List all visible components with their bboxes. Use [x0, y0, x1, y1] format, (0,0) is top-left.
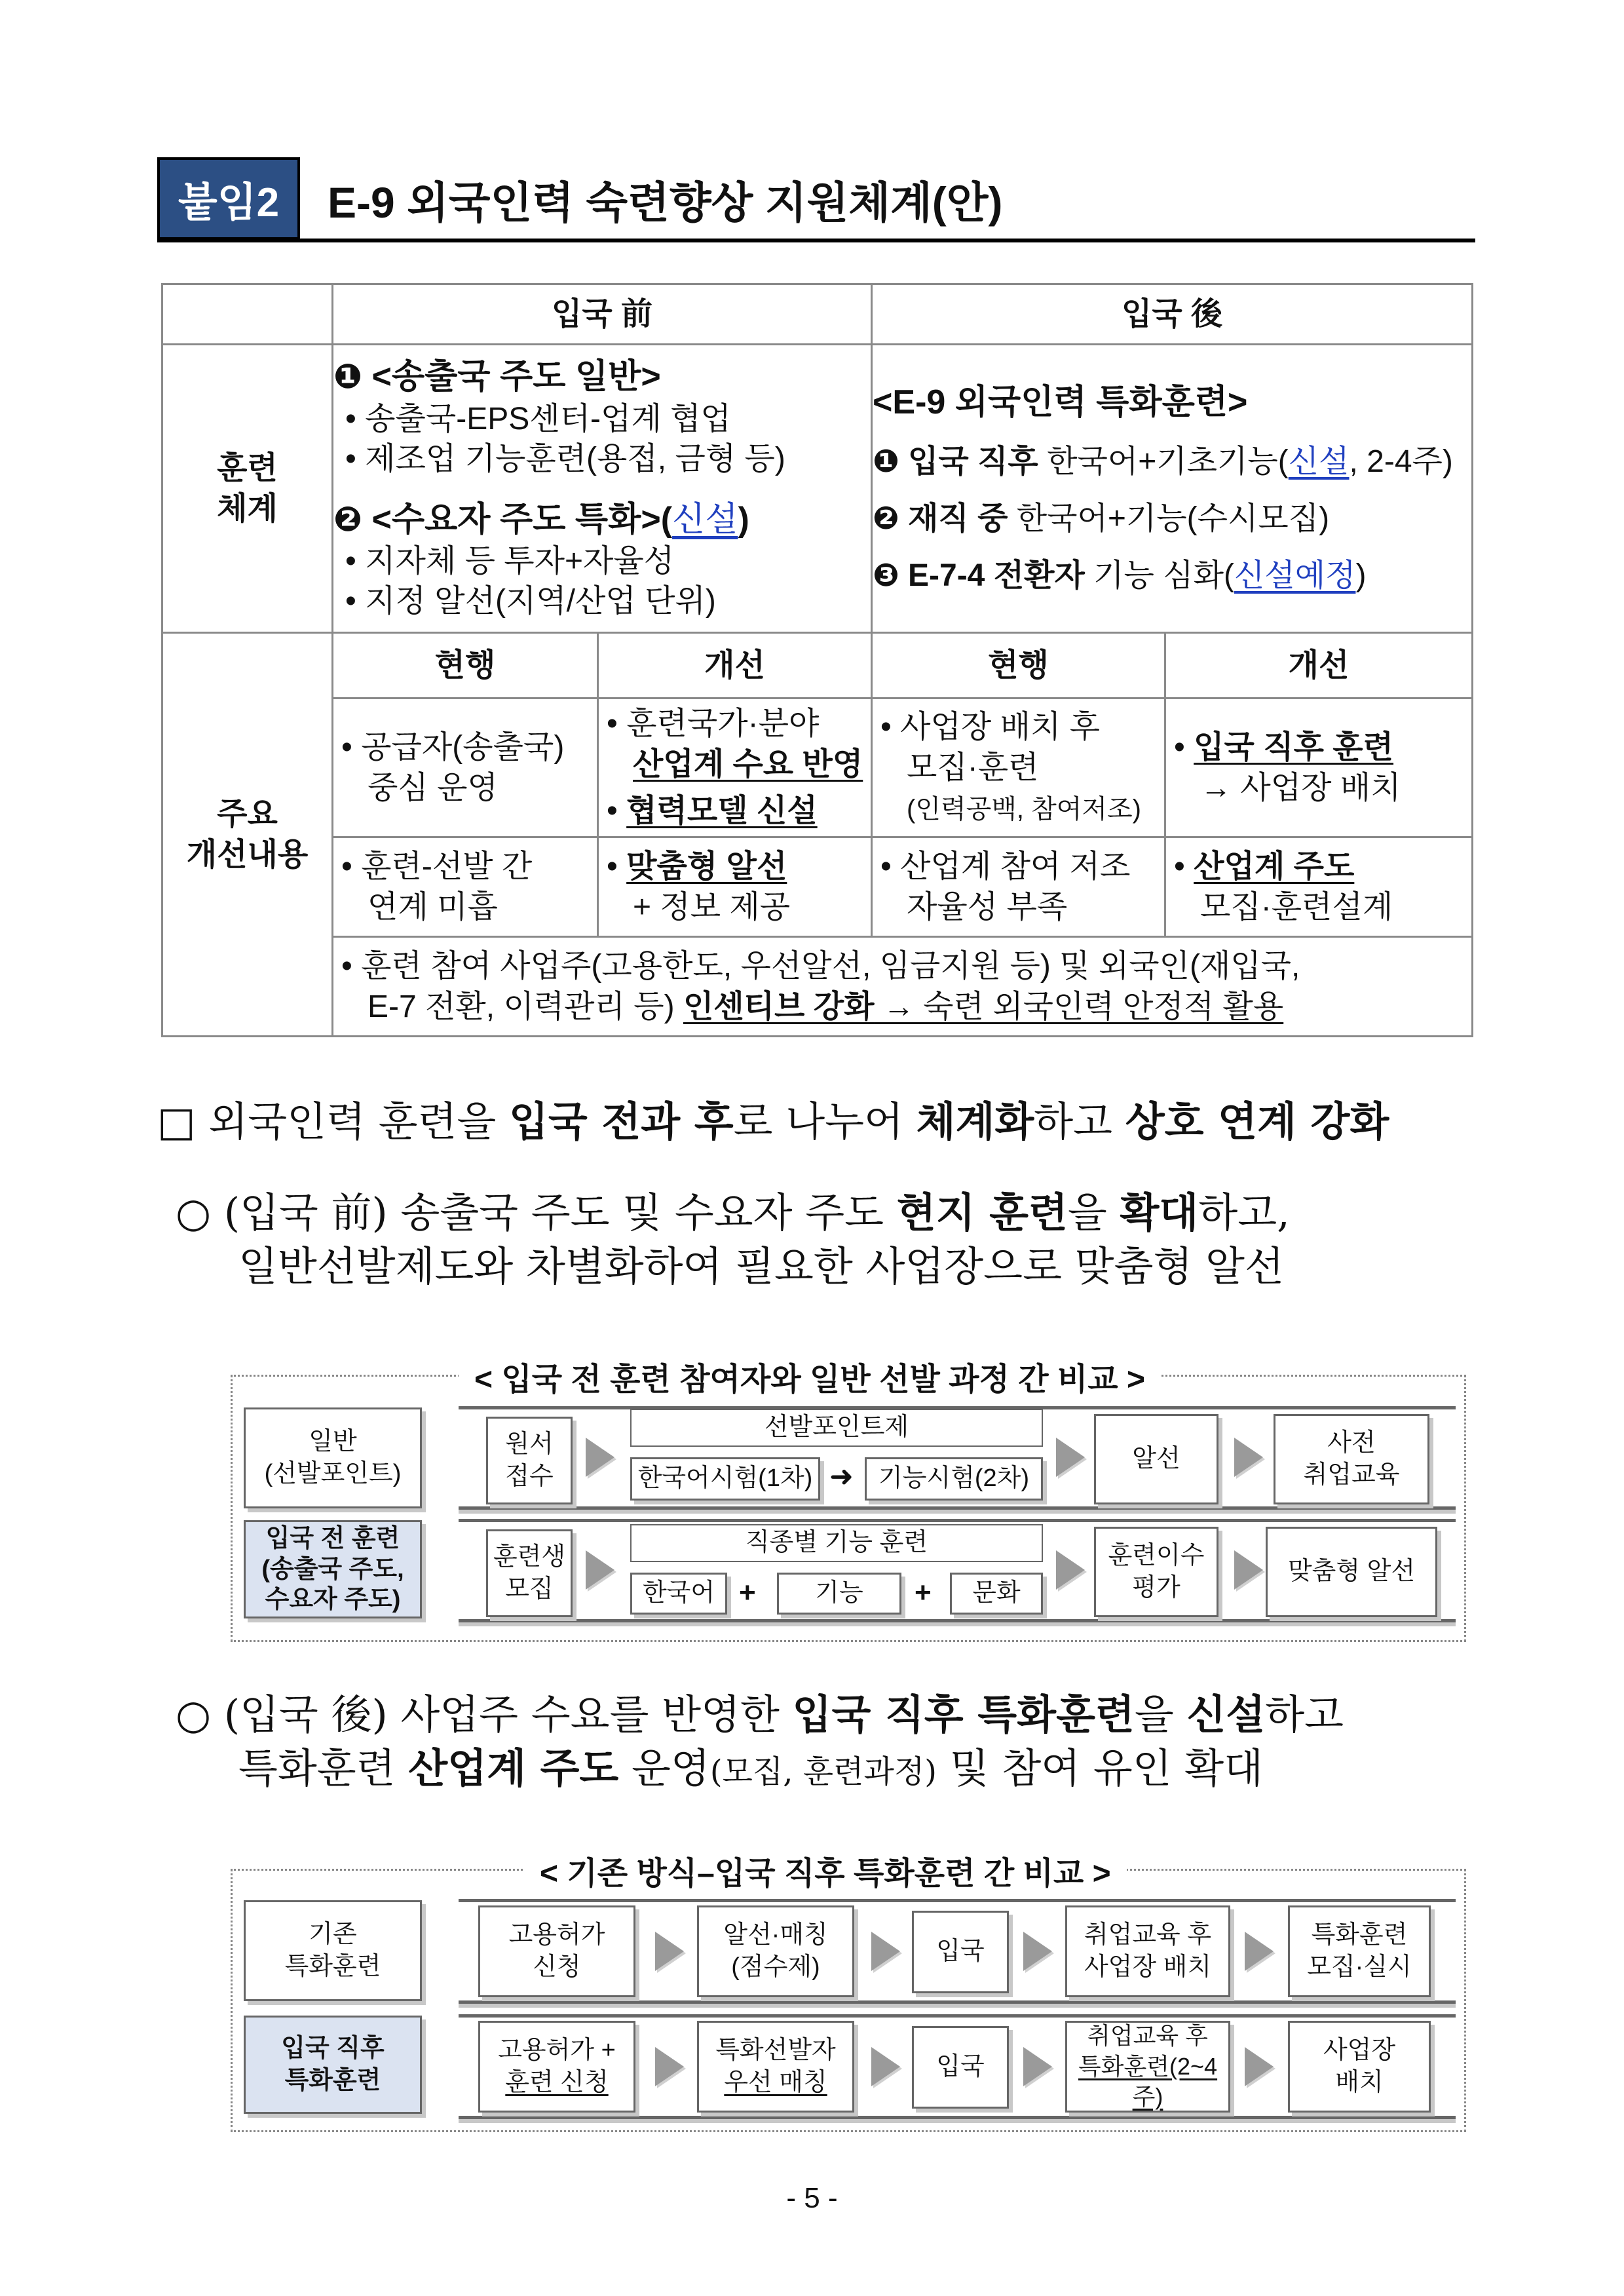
sub-header-improve: 개선 [598, 633, 872, 698]
step-education-placement: 취업교육 후 사업장 배치 [1065, 1905, 1230, 1997]
step-culture: 문화 [950, 1573, 1043, 1615]
plus-icon: + [915, 1577, 932, 1609]
list-item: • 제조업 기능훈련(용접, 금형 등) [345, 442, 785, 477]
arrow-right-icon [1056, 1550, 1085, 1590]
step-training-evaluation: 훈련이수 평가 [1094, 1527, 1218, 1617]
group-selection-points: 선발포인트제 [630, 1409, 1043, 1447]
step-workplace-placement: 사업장 배치 [1288, 2021, 1431, 2113]
incentive-cell: • 훈련 참여 사업주(고용한도, 우선알선, 임금지원 등) 및 외국인(재입국, E-7 전환, 이력관리 등) 인센티브 강화 → 숙련 외국인력 안정적 활용 [333, 937, 1473, 1037]
row-label-general: 일반 (선발포인트) [244, 1407, 422, 1508]
page-title: E-9 외국인력 숙련향상 지원체계(안) [328, 178, 1003, 227]
sub-header-current: 현행 [333, 633, 598, 698]
improve-cell: • 입국 직후 훈련 → 사업장 배치 [1165, 698, 1473, 837]
group-job-skill-training: 직종별 기능 훈련 [630, 1524, 1043, 1562]
arrow-right-icon [1023, 1932, 1052, 1971]
title-underline [157, 239, 1475, 242]
arrow-right-icon [1023, 2047, 1052, 2086]
before-heading-1: ❶ <송출국 주도 일반> [333, 358, 661, 396]
step-entry: 입국 [912, 1911, 1009, 1993]
paragraph-1: □ 외국인력 훈련을 입국 전과 후로 나누어 체계화하고 상호 연계 강화 [157, 1098, 1389, 1145]
current-cell: • 공급자(송출국) 중심 운영 [333, 698, 598, 837]
step-entry: 입국 [912, 2026, 1009, 2109]
improve-cell: • 맞춤형 알선 + 정보 제공 [598, 837, 872, 937]
after-entry-cell [872, 345, 1473, 633]
arrow-right-icon [655, 1932, 684, 1971]
arrow-right-icon: ➜ [829, 1461, 854, 1493]
row-label-post-entry-training: 입국 직후 특화훈련 [244, 2016, 422, 2114]
step-education-special-training: 취업교육 후 특화훈련(2~4주) [1065, 2021, 1230, 2113]
arrow-right-icon [1234, 1438, 1263, 1477]
after-item-1: ❶ 입국 직후 한국어+기초기능(신설, 2-4주) [873, 444, 1453, 479]
plus-icon: + [739, 1577, 756, 1609]
after-item-3: ❸ E-7-4 전환자 기능 심화(신설예정) [873, 558, 1367, 594]
sub-header-current: 현행 [872, 633, 1165, 698]
step-customized-placement: 맞춤형 알선 [1266, 1527, 1437, 1617]
arrow-right-icon [1245, 1932, 1274, 1971]
before-entry-cell [333, 345, 872, 633]
before-heading-2: ❷ <수요자 주도 특화>(신설) [333, 500, 749, 539]
col-header-before: 입국 前 [333, 284, 872, 345]
arrow-right-icon [871, 1932, 900, 1971]
support-system-table [161, 283, 1473, 1037]
row-label-pre-entry-training: 입국 전 훈련 (송출국 주도, 수요자 주도) [244, 1520, 422, 1618]
paragraph-3: ○ (입국 後) 사업주 수요를 반영한 입국 직후 특화훈련을 신설하고 특화훈련 산업계 주도 운영(모집, 훈련과정) 및 참여 유인 확대 [176, 1691, 1344, 1792]
table-corner [162, 284, 333, 345]
list-item: • 송출국-EPS센터-업계 협업 [345, 401, 731, 436]
step-employment-permit: 고용허가 신청 [478, 1905, 635, 1997]
step-skill: 기능 [777, 1573, 901, 1615]
step-application: 원서 접수 [486, 1417, 573, 1504]
arrow-right-icon [586, 1550, 614, 1590]
diagram-title: < 입국 전 훈련 참여자와 일반 선발 과정 간 비교 > [459, 1354, 1161, 1399]
step-skill-test: 기능시험(2차) [865, 1457, 1043, 1501]
step-placement: 알선 [1094, 1414, 1218, 1504]
step-korean-test: 한국어시험(1차) [630, 1457, 820, 1501]
step-trainee-recruitment: 훈련생 모집 [486, 1529, 573, 1617]
step-priority-matching: 특화선발자 우선 매칭 [697, 2021, 854, 2113]
page-number: - 5 - [786, 2182, 838, 2214]
arrow-right-icon [586, 1438, 614, 1477]
arrow-right-icon [1245, 2047, 1274, 2086]
step-pre-employment-education: 사전 취업교육 [1274, 1414, 1429, 1504]
attachment-badge: 붙임2 [157, 157, 300, 240]
row-label-training-system: 훈련 체계 [162, 345, 333, 633]
improve-cell: • 훈련국가·분야 산업계 수요 반영 • 협력모델 신설 [598, 698, 872, 837]
arrow-right-icon [1056, 1438, 1085, 1477]
step-matching: 알선·매칭 (점수제) [697, 1905, 854, 1997]
new-badge: 신설 [672, 500, 738, 539]
col-header-after: 입국 後 [872, 284, 1473, 345]
after-item-2: ❷ 재직 중 한국어+기능(수시모집) [873, 501, 1330, 537]
improve-cell: • 산업계 주도 모집·훈련설계 [1165, 837, 1473, 937]
current-cell: • 산업계 참여 저조 자율성 부족 [872, 837, 1165, 937]
after-heading: <E-9 외국인력 특화훈련> [873, 383, 1248, 422]
list-item: • 지자체 등 투자+자율성 [345, 544, 675, 579]
step-korean: 한국어 [630, 1573, 727, 1615]
row-label-improvements: 주요 개선내용 [162, 633, 333, 1037]
arrow-right-icon [1234, 1550, 1263, 1590]
paragraph-2: ○ (입국 前) 송출국 주도 및 수요자 주도 현지 훈련을 확대하고, 일반선발제도와 차별화하여 필요한 사업장으로 맞춤형 알선 [176, 1189, 1290, 1290]
current-cell: • 사업장 배치 후 모집·훈련 (인력공백, 참여저조) [872, 698, 1165, 837]
arrow-right-icon [655, 2047, 684, 2086]
diagram-title: < 기존 방식–입국 직후 특화훈련 간 비교 > [524, 1848, 1127, 1893]
current-cell: • 훈련-선발 간 연계 미흡 [333, 837, 598, 937]
row-label-existing: 기존 특화훈련 [244, 1900, 422, 2001]
list-item: • 지정 알선(지역/산업 단위) [345, 584, 716, 619]
step-special-training: 특화훈련 모집·실시 [1288, 1905, 1431, 1997]
sub-header-improve: 개선 [1165, 633, 1473, 698]
step-permit-training-application: 고용허가 + 훈련 신청 [478, 2021, 635, 2113]
arrow-right-icon [871, 2047, 900, 2086]
